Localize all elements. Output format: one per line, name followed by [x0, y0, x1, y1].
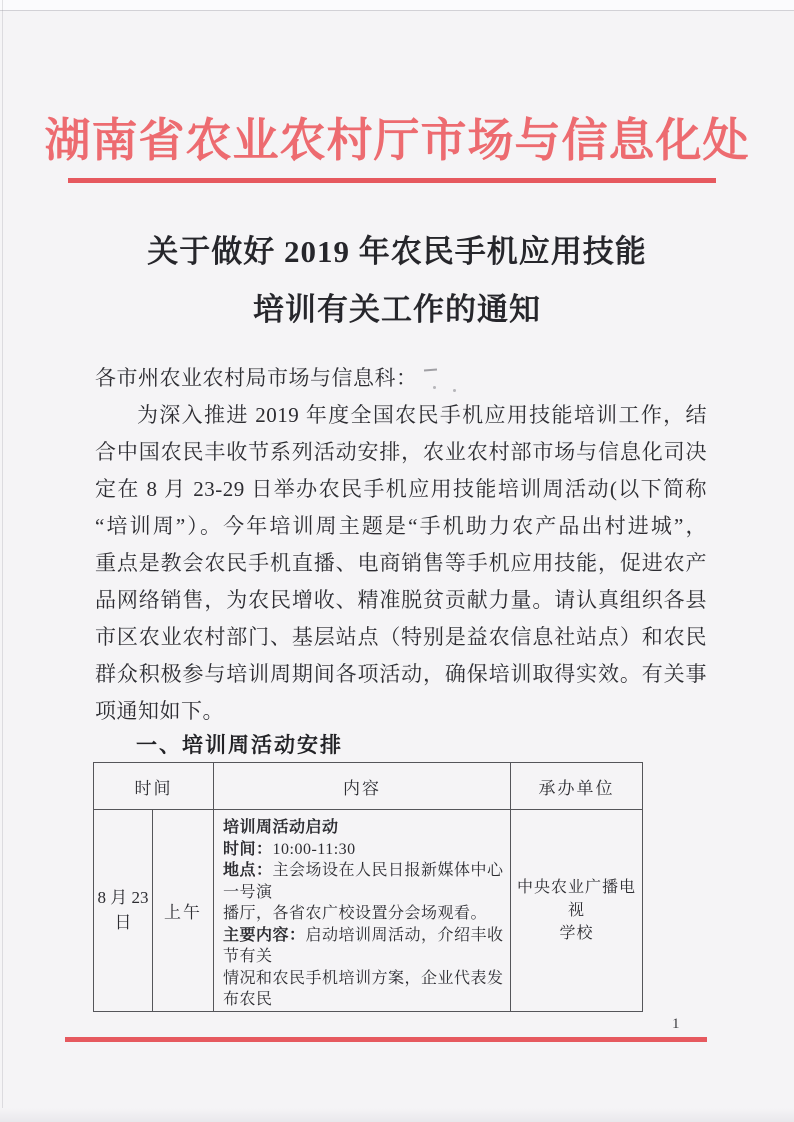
- letterhead-title: 湖南省农业农村厅市场与信息化处: [44, 115, 750, 166]
- document-body: [95, 360, 707, 730]
- content-line: [223, 860, 505, 903]
- header-time: 时间: [94, 763, 214, 810]
- body-line: 为深入推进 2019 年度全国农民手机应用技能培训工作，结: [137, 403, 707, 427]
- body-line: 项通知如下。: [95, 699, 224, 723]
- content-rest: 播厅，各省农广校设置分会场观看。: [223, 905, 488, 922]
- table-header-row: [94, 763, 643, 810]
- content-rest: 情况和农民手机培训方案，企业代表发布农民: [223, 969, 504, 1008]
- handwritten-dot: [453, 389, 456, 392]
- body-line: “培训周”）。今年培训周主题是“手机助力农产品出村进城”，: [95, 514, 707, 538]
- content-rest: 启动培训周活动，介绍丰收节有关: [223, 926, 504, 965]
- cell-content: [214, 810, 511, 1012]
- organizer-line1: 中央农业广播电视: [516, 878, 636, 919]
- date-line2: 日: [114, 913, 132, 933]
- date-line1: 8 月 23: [97, 888, 149, 908]
- page-number: 1: [672, 1016, 680, 1032]
- header-content: 内容: [214, 763, 511, 810]
- content-label: 时间：: [223, 840, 273, 858]
- content-rest: 10:00-11:30: [272, 840, 356, 858]
- document-title-line2: 培训有关工作的通知: [253, 292, 541, 327]
- body-line: 定在 8 月 23-29 日举办农民手机应用技能培训周活动(以下简称: [95, 477, 707, 501]
- header-organizer: 承办单位: [511, 763, 643, 810]
- organizer-line2: 学校: [559, 924, 594, 942]
- content-label: 培训周活动启动: [223, 819, 339, 836]
- footer-rule: [65, 1037, 707, 1042]
- content-label: 地点：: [223, 862, 273, 879]
- section-heading: 一、培训周活动安排: [136, 734, 343, 757]
- body-line: 市区农业农村部门、基层站点（特别是益农信息社站点）和农民: [95, 625, 707, 649]
- content-rest: 主会场设在人民日报新媒体中心一号演: [223, 862, 504, 901]
- scan-bottom-band: [0, 1108, 794, 1122]
- cell-date: [94, 810, 153, 1012]
- cell-period: 上午: [153, 810, 214, 1012]
- scan-top-band: [0, 0, 794, 10]
- cell-organizer: [511, 810, 643, 1012]
- content-line: [223, 817, 505, 839]
- content-line: [223, 925, 505, 968]
- content-line: [223, 968, 505, 1011]
- handwritten-dot: [433, 386, 436, 389]
- body-line: 重点是教会农民手机直播、电商销售等手机应用技能，促进农产: [95, 551, 707, 575]
- salutation-line: 各市州农业农村局市场与信息科：: [95, 366, 418, 390]
- letterhead-rule: [68, 178, 716, 183]
- document-title-line1: 关于做好 2019 年农民手机应用技能: [147, 234, 647, 269]
- content-line: [223, 903, 505, 925]
- body-line: 合中国农民丰收节系列活动安排，农业农村部市场与信息化司决: [95, 440, 707, 464]
- content-text: [214, 810, 510, 1011]
- scan-top-edge-line: [0, 10, 794, 11]
- body-line: 品网络销售，为农民增收、精准脱贫贡献力量。请认真组织各县: [95, 588, 707, 612]
- content-label: 主要内容：: [223, 926, 306, 944]
- training-schedule-table: [93, 762, 643, 1012]
- content-line: [223, 839, 505, 861]
- body-line: 群众积极参与培训周期间各项活动，确保培训取得实效。有关事: [95, 662, 707, 686]
- table-row: [94, 810, 643, 1012]
